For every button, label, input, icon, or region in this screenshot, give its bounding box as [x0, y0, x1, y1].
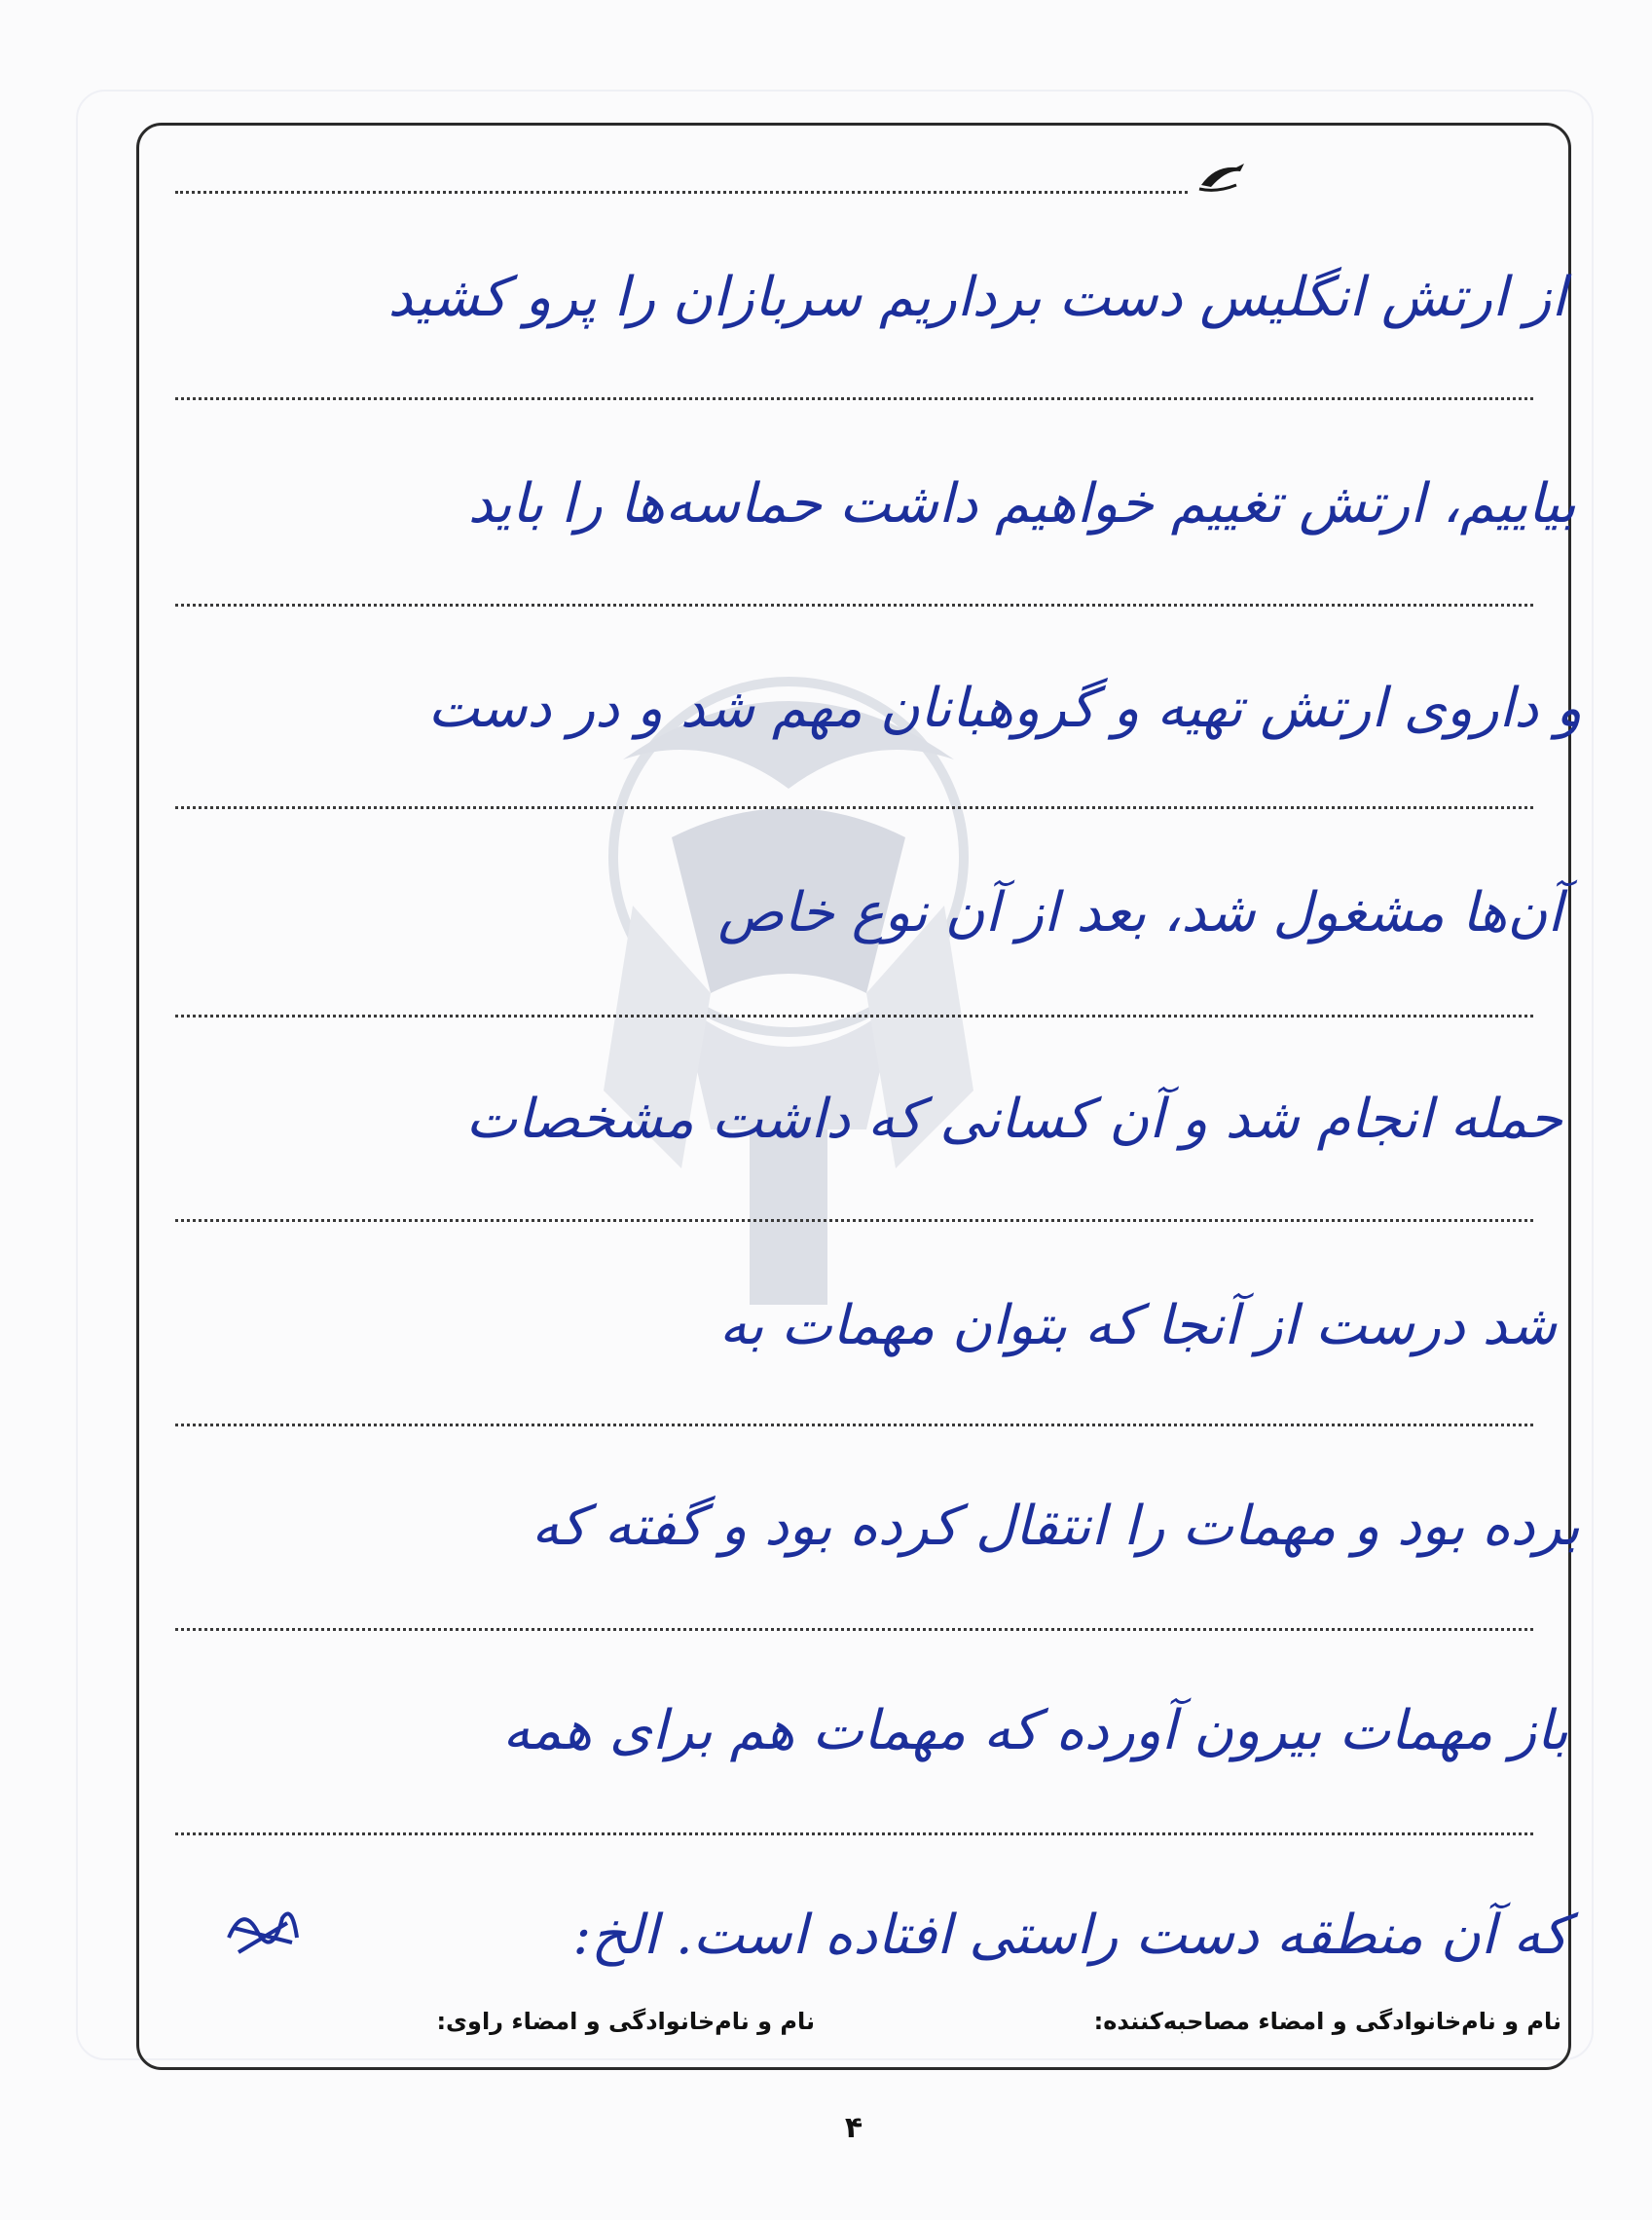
- handwritten-line: بیاییم، ارتش تغییم خواهیم داشت حماسه‌ها را باید: [467, 472, 1576, 536]
- page-number: ۴: [844, 2111, 863, 2145]
- handwritten-line: و داروی ارتش تهیه و گروهبانان مهم شد و در دست: [427, 677, 1582, 740]
- ruled-line: [175, 1015, 1533, 1018]
- ruled-line: [175, 397, 1533, 400]
- handwritten-line: باز مهمات بیرون آورده که مهمات هم برای همه: [502, 1699, 1568, 1762]
- narrator-signature-label: نام و نام‌خانوادگی و امضاء راوی:: [436, 2008, 815, 2035]
- handwritten-line: آن‌ها مشغول شد، بعد از آن نوع خاص: [717, 881, 1562, 944]
- handwritten-line: از ارتش انگلیس دست برداریم سربازان را پرو کشید: [387, 266, 1566, 329]
- ruled-line: [175, 1832, 1533, 1835]
- handwritten-line: حمله انجام شد و آن کسانی که داشت مشخصات: [465, 1088, 1562, 1151]
- ruled-line: [175, 1219, 1533, 1222]
- ruled-line: [175, 806, 1533, 809]
- handwritten-line: شد درست از آنجا که بتوان مهمات به: [718, 1294, 1557, 1357]
- ruled-line: [175, 1424, 1533, 1426]
- ink-scribble: [224, 1899, 302, 1967]
- handwritten-line: برده بود و مهمات را انتقال کرده بود و گفته که: [532, 1495, 1580, 1558]
- pen-writing-icon: [1197, 160, 1248, 193]
- ruled-line: [175, 191, 1188, 194]
- interviewer-signature-label: نام و نام‌خانوادگی و امضاء مصاحبه‌کننده:: [1093, 2008, 1561, 2035]
- ruled-line: [175, 604, 1533, 607]
- ruled-line: [175, 1628, 1533, 1631]
- handwritten-line: که آن منطقه دست راستی افتاده است. الخ:: [572, 1904, 1568, 1967]
